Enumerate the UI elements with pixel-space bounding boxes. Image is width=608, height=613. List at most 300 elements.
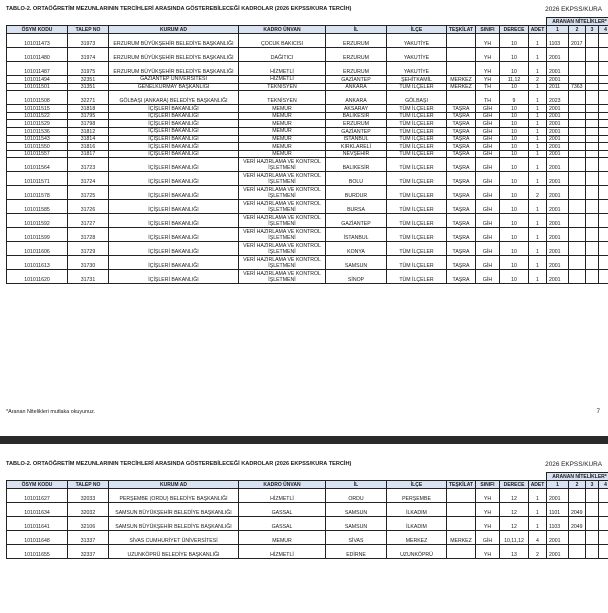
- table-cell: 31727: [68, 214, 109, 228]
- table-cell: TÜM İLÇELER: [387, 200, 447, 214]
- page-2: [0, 446, 608, 613]
- table-cell: 1: [529, 143, 547, 151]
- column-header: 4: [599, 481, 608, 489]
- table-cell: GİH: [476, 172, 500, 186]
- table-cell: İLKADIM: [387, 503, 447, 517]
- column-header: TEŞKİLAT: [447, 481, 476, 489]
- table-cell: 101011494: [7, 76, 68, 84]
- table-cell: [586, 48, 599, 62]
- table-cell: [569, 256, 586, 270]
- table-cell: 101011508: [7, 91, 68, 105]
- table-cell: 101011599: [7, 228, 68, 242]
- table-cell: İSTANBUL: [326, 228, 387, 242]
- table-cell: 31724: [68, 172, 109, 186]
- column-header: SINIFI: [476, 26, 500, 34]
- table-cell: [586, 186, 599, 200]
- table-cell: 2049: [569, 503, 586, 517]
- table-cell: TÜM İLÇELER: [387, 256, 447, 270]
- table-cell: TAŞRA: [447, 186, 476, 200]
- table-cell: VERİ HAZIRLAMA VE KONTROL İŞLETMENİ: [239, 172, 326, 186]
- table-cell: 32032: [68, 503, 109, 517]
- required-qualifications-header: ARANAN NİTELİKLER*: [547, 473, 608, 481]
- column-header: 3: [586, 481, 599, 489]
- table-cell: [599, 270, 608, 284]
- table-cell: İÇİŞLERİ BAKANLIĞI: [109, 120, 239, 128]
- table-cell: [599, 105, 608, 113]
- table-cell: 2001: [547, 76, 569, 84]
- table-cell: [599, 186, 608, 200]
- table-cell: [586, 545, 599, 559]
- table-row: [7, 120, 608, 128]
- table-cell: 10: [500, 200, 529, 214]
- table-cell: TAŞRA: [447, 105, 476, 113]
- column-header: ADET: [529, 26, 547, 34]
- table-cell: YH: [476, 76, 500, 84]
- table-cell: UZUNKÖPRÜ: [387, 545, 447, 559]
- exam-label: 2026 EKPSS/KURA: [545, 461, 602, 468]
- table-cell: 31973: [68, 34, 109, 48]
- table-cell: GENELKURMAY BAŞKANLIĞI: [109, 83, 239, 91]
- table-cell: [586, 242, 599, 256]
- table-row: [7, 489, 608, 503]
- table-cell: TAŞRA: [447, 120, 476, 128]
- table-cell: TÜM İLÇELER: [387, 150, 447, 158]
- table-cell: 2001: [547, 489, 569, 503]
- table-cell: 32106: [68, 517, 109, 531]
- table-row: [7, 143, 608, 151]
- table-cell: GİH: [476, 127, 500, 135]
- table-row: [7, 158, 608, 172]
- table-row: [7, 76, 608, 84]
- table-cell: 10: [500, 214, 529, 228]
- table-cell: [586, 34, 599, 48]
- table-cell: 10,11,12: [500, 531, 529, 545]
- table-row: [7, 112, 608, 120]
- table-cell: 101011627: [7, 489, 68, 503]
- table-cell: İÇİŞLERİ BAKANLIĞI: [109, 127, 239, 135]
- table-row: [7, 127, 608, 135]
- table-cell: 31729: [68, 242, 109, 256]
- table-cell: TAŞRA: [447, 242, 476, 256]
- table-cell: İÇİŞLERİ BAKANLIĞI: [109, 105, 239, 113]
- table-cell: [447, 48, 476, 62]
- table-cell: 1101: [547, 503, 569, 517]
- table-cell: TAŞRA: [447, 256, 476, 270]
- table-cell: [569, 545, 586, 559]
- table-cell: BURDUR: [326, 186, 387, 200]
- table-cell: [599, 120, 608, 128]
- table-cell: 32033: [68, 489, 109, 503]
- table-cell: 2001: [547, 186, 569, 200]
- table-cell: 31723: [68, 158, 109, 172]
- column-header: DERECE: [500, 481, 529, 489]
- column-header: 1: [547, 481, 569, 489]
- table-cell: 31798: [68, 120, 109, 128]
- table-cell: 1: [529, 135, 547, 143]
- table-cell: MEMUR: [239, 127, 326, 135]
- table-cell: TH: [476, 83, 500, 91]
- table-cell: 10: [500, 48, 529, 62]
- table-cell: [599, 91, 608, 105]
- table-cell: [599, 34, 608, 48]
- table-cell: 1: [529, 83, 547, 91]
- table-cell: 1: [529, 150, 547, 158]
- table-cell: ERZURUM: [326, 48, 387, 62]
- table-cell: HİZMETLİ: [239, 545, 326, 559]
- table-cell: TAŞRA: [447, 228, 476, 242]
- table-cell: 2001: [547, 545, 569, 559]
- table-cell: SİNOP: [326, 270, 387, 284]
- table-cell: 1: [529, 517, 547, 531]
- table-cell: [599, 135, 608, 143]
- table-cell: 2001: [547, 172, 569, 186]
- table-cell: 1: [529, 91, 547, 105]
- table-cell: YAKUTİYE: [387, 34, 447, 48]
- table-cell: İLKADIM: [387, 517, 447, 531]
- table-cell: 31812: [68, 127, 109, 135]
- table-cell: [586, 62, 599, 76]
- table-cell: 2: [529, 186, 547, 200]
- table-cell: 10: [500, 186, 529, 200]
- table-cell: 101011578: [7, 186, 68, 200]
- table-cell: İÇİŞLERİ BAKANLIĞI: [109, 135, 239, 143]
- table-cell: 2001: [547, 127, 569, 135]
- table-cell: BALIKESİR: [326, 158, 387, 172]
- table-cell: [569, 143, 586, 151]
- table-cell: 32271: [68, 91, 109, 105]
- table-row: [7, 503, 608, 517]
- table-cell: 101011648: [7, 531, 68, 545]
- table-cell: ÇOCUK BAKICISI: [239, 34, 326, 48]
- table-cell: 101011613: [7, 256, 68, 270]
- table-cell: 101011655: [7, 545, 68, 559]
- table-row: [7, 242, 608, 256]
- table-cell: İÇİŞLERİ BAKANLIĞI: [109, 242, 239, 256]
- table-cell: [599, 143, 608, 151]
- table-cell: 1: [529, 214, 547, 228]
- table-cell: GİH: [476, 143, 500, 151]
- table-cell: 10: [500, 120, 529, 128]
- table-row: [7, 545, 608, 559]
- table-cell: TÜM İLÇELER: [387, 186, 447, 200]
- table-cell: 1: [529, 503, 547, 517]
- table-cell: 2001: [547, 105, 569, 113]
- table-cell: [447, 91, 476, 105]
- table-cell: 101011571: [7, 172, 68, 186]
- table-cell: 101011557: [7, 150, 68, 158]
- positions-table: [6, 17, 608, 284]
- table-cell: [599, 489, 608, 503]
- table-cell: [586, 256, 599, 270]
- table-cell: TÜM İLÇELER: [387, 112, 447, 120]
- table-cell: 10: [500, 270, 529, 284]
- table-cell: 12: [500, 517, 529, 531]
- table-cell: [586, 172, 599, 186]
- table-cell: 31817: [68, 150, 109, 158]
- table-row: [7, 48, 608, 62]
- table-cell: [586, 76, 599, 84]
- table-cell: MEMUR: [239, 143, 326, 151]
- table-cell: [599, 150, 608, 158]
- table-cell: MEMUR: [239, 150, 326, 158]
- table-cell: TÜM İLÇELER: [387, 270, 447, 284]
- table-cell: 1: [529, 120, 547, 128]
- table-cell: GİH: [476, 105, 500, 113]
- table-cell: TAŞRA: [447, 200, 476, 214]
- header-spacer: [7, 18, 547, 26]
- table-cell: 1: [529, 228, 547, 242]
- table-cell: YAKUTİYE: [387, 48, 447, 62]
- table-cell: 1: [529, 62, 547, 76]
- table-cell: 2001: [547, 228, 569, 242]
- table-cell: GİH: [476, 150, 500, 158]
- table-cell: [599, 112, 608, 120]
- table-cell: 10: [500, 143, 529, 151]
- table-cell: GAZİANTEP: [326, 214, 387, 228]
- table-cell: [569, 105, 586, 113]
- table-cell: GİH: [476, 186, 500, 200]
- table-cell: TAŞRA: [447, 172, 476, 186]
- table-row: [7, 172, 608, 186]
- table-cell: [586, 270, 599, 284]
- table-cell: 2001: [547, 200, 569, 214]
- table-cell: [586, 91, 599, 105]
- table-cell: 2001: [547, 270, 569, 284]
- table-cell: ERZURUM BÜYÜKŞEHİR BELEDİYE BAŞKANLIĞI: [109, 62, 239, 76]
- table-cell: [569, 158, 586, 172]
- table-cell: TAŞRA: [447, 270, 476, 284]
- table-cell: [586, 200, 599, 214]
- table-cell: [569, 127, 586, 135]
- table-row: [7, 34, 608, 48]
- table-cell: MEMUR: [239, 112, 326, 120]
- table-cell: TEKNİSYEN: [239, 83, 326, 91]
- table-cell: UZUNKÖPRÜ BELEDİYE BAŞKANLIĞI: [109, 545, 239, 559]
- table-row: [7, 200, 608, 214]
- table-cell: NEVŞEHİR: [326, 150, 387, 158]
- table-cell: [599, 214, 608, 228]
- table-cell: İÇİŞLERİ BAKANLIĞI: [109, 172, 239, 186]
- table-cell: İSTANBUL: [326, 135, 387, 143]
- group-header-row: [7, 18, 608, 26]
- table-cell: PERŞEMBE (ORDU) BELEDİYE BAŞKANLIĞI: [109, 489, 239, 503]
- table-cell: EDİRNE: [326, 545, 387, 559]
- table-cell: GİH: [476, 120, 500, 128]
- table-cell: TÜM İLÇELER: [387, 158, 447, 172]
- table-cell: [599, 517, 608, 531]
- table-cell: [599, 83, 608, 91]
- table-row: [7, 270, 608, 284]
- column-header: SINIFI: [476, 481, 500, 489]
- table-cell: 4: [529, 531, 547, 545]
- table-cell: YAKUTİYE: [387, 62, 447, 76]
- table-cell: GİH: [476, 242, 500, 256]
- table-cell: MERKEZ: [447, 531, 476, 545]
- table-cell: [569, 112, 586, 120]
- table-cell: [599, 200, 608, 214]
- table-cell: 31816: [68, 143, 109, 151]
- table-cell: 10: [500, 242, 529, 256]
- table-row: [7, 150, 608, 158]
- table-cell: [569, 531, 586, 545]
- table-cell: 2001: [547, 531, 569, 545]
- table-cell: [447, 62, 476, 76]
- table-cell: 101011634: [7, 503, 68, 517]
- table-title: TABLO-2. ORTAÖĞRETİM MEZUNLARININ TERCİHLERİ ARASINDA GÖSTEREBİLECEĞİ KADROLAR (2026 EKPSS/KURA TERCİH): [6, 461, 352, 467]
- table-row: [7, 517, 608, 531]
- table-cell: VERİ HAZIRLAMA VE KONTROL İŞLETMENİ: [239, 270, 326, 284]
- table-cell: 1: [529, 112, 547, 120]
- table-cell: VERİ HAZIRLAMA VE KONTROL İŞLETMENİ: [239, 214, 326, 228]
- table-cell: 101011585: [7, 200, 68, 214]
- column-header: İLÇE: [387, 481, 447, 489]
- table-cell: İÇİŞLERİ BAKANLIĞI: [109, 150, 239, 158]
- table-cell: 2001: [547, 120, 569, 128]
- column-header: KURUM AD: [109, 26, 239, 34]
- table-cell: 10: [500, 158, 529, 172]
- table-cell: 101011529: [7, 120, 68, 128]
- table-cell: İÇİŞLERİ BAKANLIĞI: [109, 270, 239, 284]
- table-title: TABLO-2. ORTAÖĞRETİM MEZUNLARININ TERCİHLERİ ARASINDA GÖSTEREBİLECEĞİ KADROLAR (2026 EKPSS/KURA TERCİH): [6, 6, 352, 12]
- table-cell: 2023: [547, 91, 569, 105]
- table-cell: 2049: [569, 517, 586, 531]
- table-cell: TEKNİSYEN: [239, 91, 326, 105]
- table-cell: GÖLBAŞI (ANKARA) BELEDİYE BAŞKANLIĞI: [109, 91, 239, 105]
- table-cell: ERZURUM BÜYÜKŞEHİR BELEDİYE BAŞKANLIĞI: [109, 48, 239, 62]
- table-cell: TÜM İLÇELER: [387, 242, 447, 256]
- table-cell: [599, 76, 608, 84]
- table-cell: İÇİŞLERİ BAKANLIĞI: [109, 112, 239, 120]
- table-cell: 1: [529, 270, 547, 284]
- table-cell: YH: [476, 62, 500, 76]
- group-header-row: [7, 473, 608, 481]
- column-header: ÖSYM KODU: [7, 26, 68, 34]
- table-cell: [586, 531, 599, 545]
- table-cell: 1: [529, 158, 547, 172]
- table-cell: 101011480: [7, 48, 68, 62]
- table-cell: [569, 76, 586, 84]
- table-cell: DAĞITICI: [239, 48, 326, 62]
- table-cell: SAMSUN: [326, 503, 387, 517]
- table-cell: GASSAL: [239, 517, 326, 531]
- table-cell: 2017: [569, 34, 586, 48]
- page-divider: [0, 436, 608, 444]
- positions-table: [6, 472, 608, 559]
- table-cell: [599, 158, 608, 172]
- table-cell: 1: [529, 489, 547, 503]
- table-cell: 101011592: [7, 214, 68, 228]
- table-cell: 1: [529, 105, 547, 113]
- table-row: [7, 531, 608, 545]
- table-cell: 10: [500, 172, 529, 186]
- table-cell: MEMUR: [239, 105, 326, 113]
- table-cell: TÜM İLÇELER: [387, 214, 447, 228]
- table-cell: 31818: [68, 105, 109, 113]
- table-cell: [586, 135, 599, 143]
- table-cell: [599, 228, 608, 242]
- table-cell: 2: [529, 545, 547, 559]
- table-cell: [586, 112, 599, 120]
- table-cell: ANKARA: [326, 83, 387, 91]
- table-cell: İÇİŞLERİ BAKANLIĞI: [109, 158, 239, 172]
- table-cell: [599, 48, 608, 62]
- table-cell: [447, 517, 476, 531]
- table-cell: AKSARAY: [326, 105, 387, 113]
- table-cell: 10: [500, 105, 529, 113]
- table-cell: 1: [529, 200, 547, 214]
- table-cell: [599, 545, 608, 559]
- column-header: 1: [547, 26, 569, 34]
- header-row: [7, 481, 608, 489]
- column-header: 2: [569, 481, 586, 489]
- column-header: TALEP NO: [68, 26, 109, 34]
- column-header: TALEP NO: [68, 481, 109, 489]
- required-qualifications-header: ARANAN NİTELİKLER*: [547, 18, 608, 26]
- table-cell: 1: [529, 127, 547, 135]
- table-cell: BOLU: [326, 172, 387, 186]
- table-cell: 7363: [569, 83, 586, 91]
- table-cell: TÜM İLÇELER: [387, 105, 447, 113]
- table-cell: 31975: [68, 62, 109, 76]
- table-cell: 9: [500, 91, 529, 105]
- table-cell: 12: [500, 503, 529, 517]
- table-cell: [586, 489, 599, 503]
- table-cell: [586, 517, 599, 531]
- table-cell: İÇİŞLERİ BAKANLIĞI: [109, 228, 239, 242]
- table-cell: 12: [500, 489, 529, 503]
- table-cell: [586, 83, 599, 91]
- table-row: [7, 105, 608, 113]
- table-cell: MERKEZ: [447, 83, 476, 91]
- table-cell: ERZURUM: [326, 120, 387, 128]
- table-cell: TAŞRA: [447, 112, 476, 120]
- table-cell: 31730: [68, 256, 109, 270]
- table-cell: GİH: [476, 214, 500, 228]
- table-cell: HİZMETLİ: [239, 76, 326, 84]
- table-cell: MERKEZ: [447, 76, 476, 84]
- exam-label: 2026 EKPSS/KURA: [545, 6, 602, 13]
- column-header: KADRO ÜNVAN: [239, 481, 326, 489]
- table-cell: 101011536: [7, 127, 68, 135]
- table-cell: [447, 489, 476, 503]
- table-cell: ERZURUM: [326, 34, 387, 48]
- table-cell: GAZİANTEP ÜNİVERSİTESİ: [109, 76, 239, 84]
- table-cell: SAMSUN BÜYÜKŞEHİR BELEDİYE BAŞKANLIĞI: [109, 517, 239, 531]
- table-cell: TÜM İLÇELER: [387, 135, 447, 143]
- table-cell: [447, 545, 476, 559]
- table-cell: 31731: [68, 270, 109, 284]
- table-cell: 101011515: [7, 105, 68, 113]
- table-cell: 101011564: [7, 158, 68, 172]
- table-cell: PERŞEMBE: [387, 489, 447, 503]
- table-cell: [586, 120, 599, 128]
- header-spacer: [7, 473, 547, 481]
- table-cell: GAZİANTEP: [326, 127, 387, 135]
- table-cell: [586, 158, 599, 172]
- header-row: [7, 26, 608, 34]
- table-cell: 2001: [547, 158, 569, 172]
- table-cell: İÇİŞLERİ BAKANLIĞI: [109, 214, 239, 228]
- table-cell: VERİ HAZIRLAMA VE KONTROL İŞLETMENİ: [239, 228, 326, 242]
- table-cell: [569, 135, 586, 143]
- column-header: ÖSYM KODU: [7, 481, 68, 489]
- table-cell: 10: [500, 127, 529, 135]
- table-cell: 32337: [68, 545, 109, 559]
- table-cell: 1: [529, 172, 547, 186]
- table-cell: [586, 214, 599, 228]
- table-cell: 2001: [547, 214, 569, 228]
- table-cell: 101011501: [7, 83, 68, 91]
